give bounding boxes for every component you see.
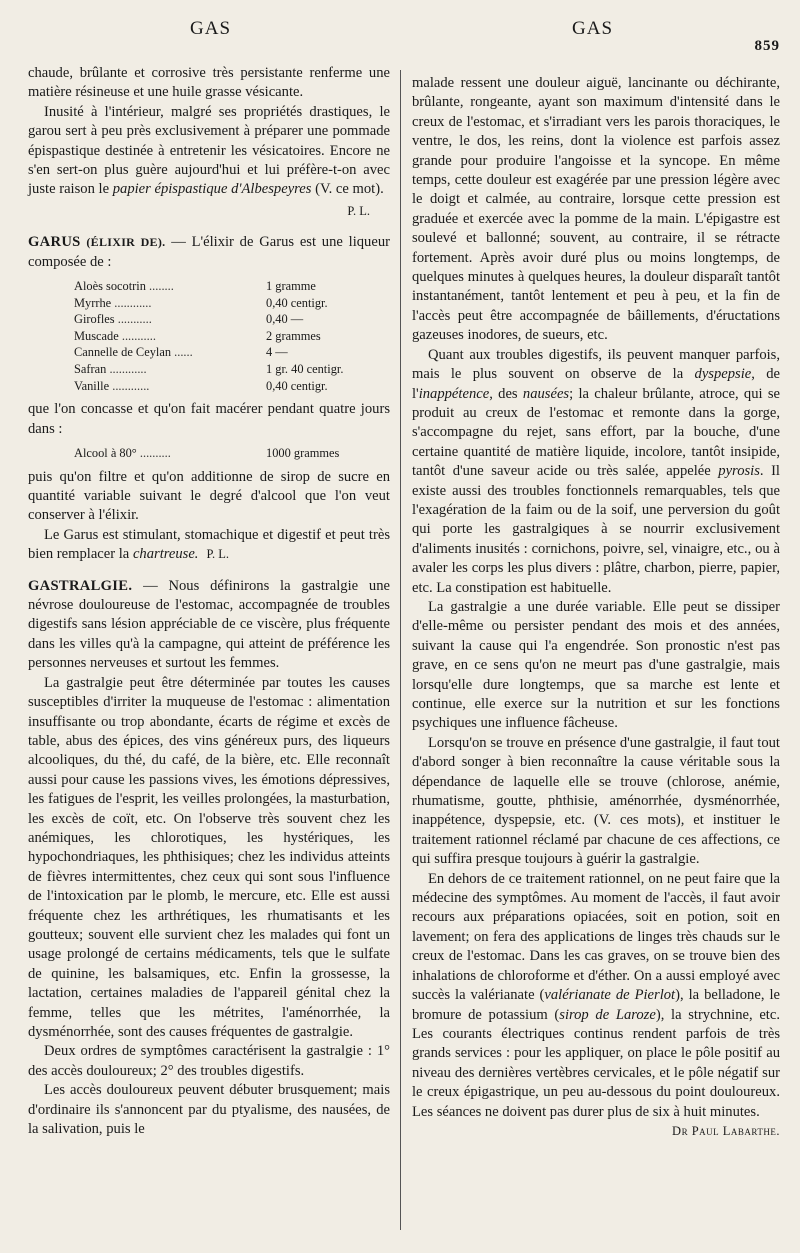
recipe-row <box>74 378 343 395</box>
paragraph-stimulant <box>28 526 390 565</box>
quant-text-b: , de l' <box>412 366 780 402</box>
recipe-table <box>74 278 343 394</box>
dehors-text-c: ), la strychnine, etc. Les courants électriques continus rendent parfois de très grands services : pour les appliquer, on place le pôle positif au niveau des dernières vertèbres cervicales, et le pôle négatif sur le creux épigastrique, un peu au-dessous du point douloureux. Les séances ne doivent pas durer plus de six à huit minutes. <box>412 1006 780 1120</box>
right-column <box>412 74 780 1141</box>
quant-italic-2: inappétence <box>418 385 490 402</box>
left-column <box>28 64 390 1139</box>
paragraph-troubles-digestifs <box>412 346 780 598</box>
recipe-name: Aloès socotrin <box>74 279 146 294</box>
paragraph-concasse: que l'on concasse et qu'on fait macérer pendant quatre jours dans : <box>28 401 390 437</box>
recipe-dots: .......... <box>139 446 171 461</box>
recipe-dots: ............ <box>114 295 152 310</box>
entry-garus <box>28 233 390 272</box>
quant-text-a: Quant aux troubles digestifs, ils peuvent manquer parfois, mais le plus souvent on observe de la <box>412 346 780 383</box>
recipe-qty: 0,40 — <box>266 312 304 327</box>
recipe-name: Girofles <box>74 312 115 327</box>
recipe-dots: ............ <box>109 362 147 377</box>
recipe-row <box>74 445 339 462</box>
recipe-dots: ........ <box>149 279 174 294</box>
author-signature: Dr Paul Labarthe. <box>672 1123 780 1138</box>
author-initials-2: P. L. <box>206 547 230 562</box>
paragraph-deux-ordres: Deux ordres de symptômes caractérisent la gastralgie : 1° des accès douloureux; 2° des troubles digestifs. <box>28 1043 390 1079</box>
recipe-qty: 1 gramme <box>266 279 316 294</box>
paragraph-filtre: puis qu'on filtre et qu'on additionne de sirop de sucre en quantité variable suivant le degré d'alcool que l'on veut conserver à l'élixir. <box>28 468 390 524</box>
author-initials-1: P. L. <box>347 203 370 218</box>
entry-garus-sub: (ÉLIXIR DE). <box>86 235 166 250</box>
entry-gastralgie-text: — Nous définirons la gastralgie une névrose douloureuse de l'estomac, accompagnée de troubles digestifs sans lésion appréciable de ce viscère, plus fréquente dans les villes qu'à la campagne, qui atteint de préférence les personnes nerveuses et surtout les femmes. <box>28 577 390 672</box>
quant-text-e: . Il existe aussi des troubles fonctionnels remarquables, tels que l'exagération de la faim ou de la soif, une perversion du goût qui porte les gastralgiques à se nourrir exclusivement d'aliments inusités : cornichons, poivre, sel, vinaigre, etc., ou à avaler les corps les plus divers : plâtre, charbon, pierre, papier, etc. La constipation est habituelle. <box>412 463 780 596</box>
recipe-name: Muscade <box>74 328 119 343</box>
quant-text-c: , des <box>489 385 523 402</box>
recipe-name: Alcool à 80° <box>74 446 137 461</box>
recipe-row <box>74 361 343 378</box>
entry-garus-text: — L'élixir de Garus est une liqueur composée de : <box>28 234 390 270</box>
alcool-table <box>74 445 339 462</box>
stimulant-italic: chartreuse. <box>132 546 199 563</box>
dehors-italic-2: sirop de Laroze <box>559 1006 656 1023</box>
paragraph-duree: La gastralgie a une durée variable. Elle peut se dissiper d'elle-même ou persister pendant des mois et des années, suivant la cause qui l'a engendrée. Son pronostic n'est pas grave, en ce sens qu'on ne meurt pas d'une gastralgie, mais lorsqu'elle dure longtemps, que sa marche est lente et continue, elle exerce sur la nutrition et sur les fonctions psychiques une influence fâcheuse. <box>412 598 780 732</box>
paragraph-traitement <box>412 870 780 1122</box>
recipe-qty: 1000 grammes <box>266 446 340 461</box>
paragraph-causes: La gastralgie peut être déterminée par toutes les causes susceptibles d'irriter la muqueuse de l'estomac : alimentation insuffisante ou trop abondante, écarts de régime et excès de table, abus des épices, des vins généreux purs, des liqueurs alcooliques, du thé, du café, de la bière, etc. Elle reconnaît aussi pour cause les passions vives, les émotions dépressives, les fatigues de l'esprit, les veilles prolongées, la masturbation, les excès de coït, etc. On l'observe très souvent chez les anémiques, les chlorotiques, les hystériques, les hypochondriaques, les phthisiques; chez les individus atteints de fièvres intermittentes, chez ceux qui sont sous l'influence de l'intoxication par le plomb, le mercure, etc. Elle est aussi fréquente chez les arthrétiques, les rhumatisants et les goutteux; souvent elle survient chez les malades qui font un usage prolongé de certains médicaments, tels que le sulfate de quinine, les balsamiques, etc. Enfin la grossesse, la lactation, certaines maladies de l'appareil génital chez la femme, telles que les métrites, l'aménorrhée, la dysménorrhée, sont des causes fréquentes de gastralgie. <box>28 674 390 1040</box>
inusite-italic: papier épispastique d'Albespeyres <box>112 181 312 198</box>
paragraph-presence: Lorsqu'on se trouve en présence d'une gastralgie, il faut tout d'abord songer à bien reconnaître la cause véritable sous la dépendance de laquelle elle se trouve (chlorose, anémie, rhumatisme, goutte, phthisie, aménorrhée, dysménorrhée, inappétence, dyspepsie, etc. (V. ces mots), et instituer le traitement rationnel réclamé par chacune de ces affections, ce qui suffira presque toujours à guérir la gastralgie. <box>412 734 780 868</box>
recipe-name: Safran <box>74 362 107 377</box>
paragraph-malade: malade ressent une douleur aiguë, lancinante ou déchirante, brûlante, rongeante, ayant son maximum d'intensité dans le creux de l'estomac, et s'irradiant vers les parois thoraciques, le ventre, le dos, les reins, dont la violence est parfois assez grande pour produire l'angoisse et la syncope. En même temps, cette douleur est exagérée par une pression légère avec le doigt et calmée, au contraire, lorsque cette pression est graduée et exercée avec la pomme de la main. L'épigastre est soulevé et ballonné; souvent, au contraire, il se rétracte fortement. Après avoir duré plus ou moins longtemps, de quelques minutes à quelques heures, la douleur disparaît tantôt instantanément, tantôt lentement et peu à peu, et la fin de l'accès peut être accompagnée de bâillements, d'éructations gazeuses inodores, de sueurs, etc. <box>412 75 780 344</box>
paragraph-vesicante: chaude, brûlante et corrosive très persistante renferme une matière résineuse et une huile grasse vésicante. <box>28 65 390 101</box>
quant-italic-3: nausées <box>522 385 570 402</box>
quant-italic-4: pyrosis <box>718 463 760 480</box>
recipe-row <box>74 328 343 345</box>
recipe-qty: 0,40 centigr. <box>266 378 328 393</box>
quant-text-d: ; la chaleur brûlante, atroce, qui se produit au creux de l'estomac et remonte dans la gorge, s'accompagne du rejet, sans effort, par la bouche, d'une certaine quantité de matière liquide, incolore, tantôt insipide, tantôt d'une saveur acide ou très salée, appelée <box>412 385 780 480</box>
inusite-end: (V. ce mot). <box>311 181 384 198</box>
page-number: 859 <box>754 38 780 54</box>
column-divider <box>400 70 401 1230</box>
recipe-qty: 4 — <box>266 345 288 360</box>
recipe-row <box>74 311 343 328</box>
recipe-name: Myrrhe <box>74 295 112 310</box>
entry-gastralgie-title: GASTRALGIE. <box>28 577 133 594</box>
recipe-dots: ........... <box>117 312 152 327</box>
recipe-row <box>74 278 343 295</box>
recipe-qty: 0,40 centigr. <box>266 295 328 310</box>
entry-garus-title: GARUS <box>28 234 81 251</box>
recipe-row <box>74 344 343 361</box>
dehors-italic-1: valérianate de Pierlot <box>544 987 676 1004</box>
running-head-left: GAS <box>190 18 232 39</box>
recipe-row <box>74 295 343 312</box>
stimulant-text: Le Garus est stimulant, stomachique et digestif et peut très bien remplacer la <box>28 526 390 563</box>
recipe-qty: 1 gr. 40 centigr. <box>266 362 344 377</box>
paragraph-inusite <box>28 103 390 200</box>
running-head-center: GAS <box>572 18 614 39</box>
recipe-name: Cannelle de Ceylan <box>74 345 172 360</box>
recipe-qty: 2 grammes <box>266 328 321 343</box>
dehors-text-b: ), la belladone, le bromure de potassium ( <box>412 987 780 1023</box>
dehors-text-a: En dehors de ce traitement rationnel, on ne peut faire que la médecine des symptômes. Au moment de l'accès, il faut avoir recours aux préparations opiacées, soit en potion, soit en lavement; on fera des applications de linges très chauds sur le creux de l'estomac. Dans les cas graves, on se trouve bien des inhalations de chloroforme et d'éther. On a aussi employé avec succès la valérianate ( <box>412 870 780 1004</box>
recipe-name: Vanille <box>74 378 110 393</box>
recipe-dots: ............ <box>112 378 150 393</box>
quant-italic-1: dyspepsie <box>694 366 752 383</box>
recipe-dots: ........... <box>121 328 156 343</box>
inusite-text: Inusité à l'intérieur, malgré ses propriétés drastiques, le garou sert à peu près exclusivement à préparer une pommade épispastique destinée à entretenir les vésicatoires. Encore ne s'en sert-on plus guère aujourd'hui et lui préfère-t-on avec juste raison le <box>28 103 390 198</box>
recipe-dots: ...... <box>174 345 193 360</box>
paragraph-acces: Les accès douloureux peuvent débuter brusquement; mais d'ordinaire ils s'annoncent par du ptyalisme, des nausées, de la salivation, puis le <box>28 1082 390 1138</box>
entry-gastralgie <box>28 577 390 674</box>
